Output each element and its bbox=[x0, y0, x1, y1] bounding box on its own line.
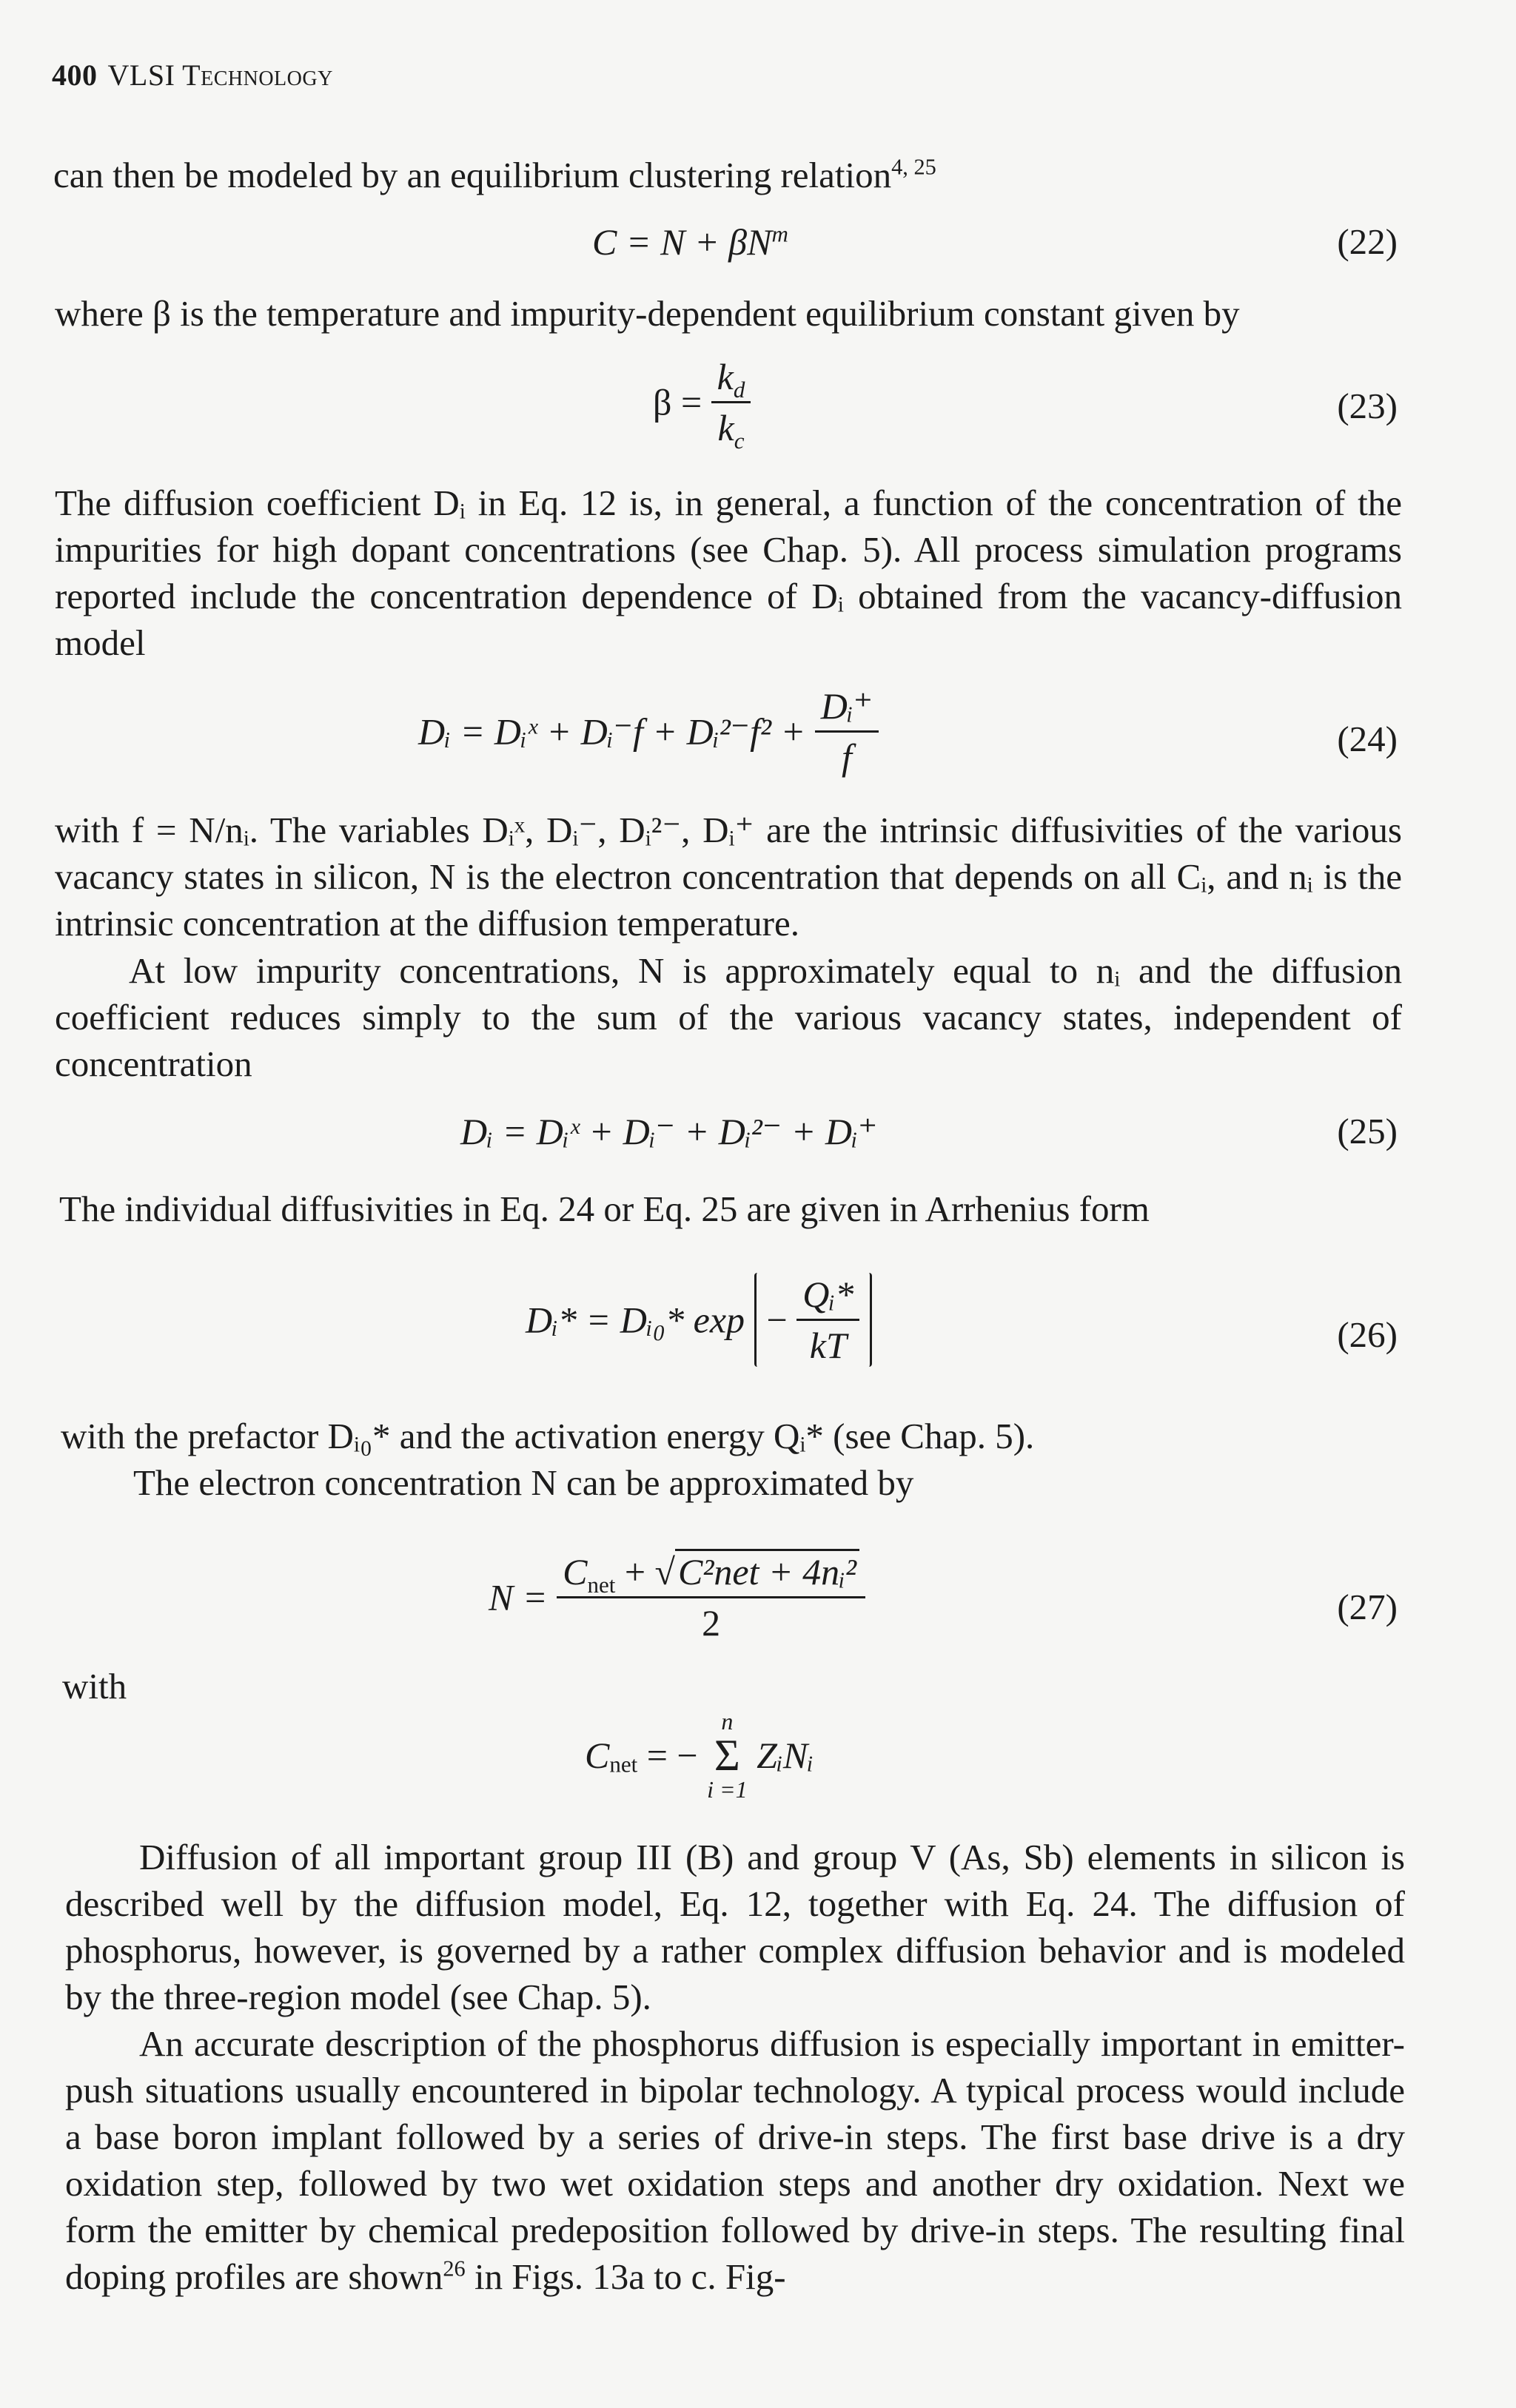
equation-number-25: (25) bbox=[1337, 1111, 1398, 1151]
paragraph-diffusion-coefficient: The diffusion coefficient Dᵢ in Eq. 12 is, in general, a function of the concentration of the impurities for high dopant concentrations (see Chap. 5). All process simulation programs reported include the concentration dependence of Dᵢ obtained from the vacancy-diffusion model bbox=[55, 482, 1402, 663]
paragraph-phosphorus: An accurate description of the phosphorus diffusion is especially important in emitter-push situations usually encountered in bipolar technology. A typical process would include a base boron implant followed by a series of drive-in steps. The first base drive is a dry oxidation step, followed by two wet oxidation steps and another dry oxidation. Next we form the emitter by chemical predeposition followed by drive-in steps. The resulting final doping profiles are shown$^{26}$ in Figs. 13a to c. Fig- bbox=[65, 2023, 1405, 2297]
equation-27: N = $\frac{C_{net} + √C^2net + 4nᵢ^2}{2}$ bbox=[489, 1550, 865, 1644]
beta-line: where β is the temperature and impurity-dependent equilibrium constant given by bbox=[55, 293, 1240, 334]
summation: n Σ i =1 bbox=[707, 1708, 748, 1803]
paragraph-with-f: with f = N/nᵢ. The variables Dᵢˣ, Dᵢ⁻, Dᵢ²⁻, Dᵢ⁺ are the intrinsic diffusivities of the various vacancy states in silicon, N is the electron concentration that depends on all Cᵢ, and nᵢ is the intrinsic concentration at the diffusion temperature. bbox=[55, 810, 1402, 944]
arrhenius-line: The individual diffusivities in Eq. 24 or Eq. 25 are given in Arrhenius form bbox=[59, 1188, 1150, 1229]
equation-cnet: $C_{net}$ = − n Σ i =1 ZᵢNᵢ bbox=[585, 1708, 814, 1803]
equation-number-26: (26) bbox=[1337, 1314, 1398, 1355]
intro-line: can then be modeled by an equilibrium clustering relation$^{4, 25}$ bbox=[53, 154, 936, 195]
fraction: $\frac{\text{Dᵢ⁺}}{f}$ bbox=[815, 685, 879, 778]
equation-number-24: (24) bbox=[1337, 719, 1398, 759]
equation-23: β = $\frac{k_d}{k_c}$ bbox=[653, 355, 751, 449]
prefactor-line: with the prefactor Dᵢ₀* and the activation energy Qᵢ* (see Chap. 5). bbox=[61, 1416, 1035, 1456]
equation-22: $C = N + \beta N^m$ bbox=[592, 221, 788, 263]
citation: 4, 25 bbox=[891, 154, 936, 180]
equation-number-27: (27) bbox=[1337, 1587, 1398, 1627]
page-number: 400 bbox=[52, 58, 98, 92]
equation-number-22: (22) bbox=[1337, 221, 1398, 262]
brackets: − $\frac{\text{Qᵢ*}}{kT}$ bbox=[754, 1273, 873, 1367]
equation-25: Dᵢ = Dᵢˣ + Dᵢ⁻ + Dᵢ²⁻ + Dᵢ⁺ bbox=[460, 1111, 878, 1152]
running-header bbox=[52, 58, 333, 93]
equation-24: Dᵢ = Dᵢˣ + Dᵢ⁻f + Dᵢ²⁻f² + $\frac{\text{Dᵢ⁺}}{f}$ bbox=[418, 685, 879, 778]
with-word: with bbox=[62, 1666, 127, 1706]
fraction: $\frac{k_d}{k_c}$ bbox=[711, 355, 751, 449]
paragraph-low-concentration: At low impurity concentrations, N is approximately equal to nᵢ and the diffusion coefficient reduces simply to the sum of the various vacancy states, independent of concentration bbox=[55, 950, 1402, 1084]
fraction: $\frac{\text{Qᵢ*}}{kT}$ bbox=[796, 1273, 859, 1367]
equation-26: Dᵢ* = Dᵢ₀* exp − $\frac{\text{Qᵢ*}}{kT}$ bbox=[526, 1273, 872, 1367]
electron-line: The electron concentration N can be approximated by bbox=[133, 1462, 914, 1503]
equation-number-23: (23) bbox=[1337, 386, 1398, 426]
running-title: VLSI Technology bbox=[107, 58, 333, 92]
citation: 26 bbox=[443, 2256, 466, 2281]
paragraph-group-elements: Diffusion of all important group III (B) and group V (As, Sb) elements in silicon is described well by the diffusion model, Eq. 12, together with Eq. 24. The diffusion of phosphorus, however, is governed by a rather complex diffusion behavior and is modeled by the three-region model (see Chap. 5). bbox=[65, 1837, 1405, 2017]
fraction: $\frac{C_{net} + √C^2net + 4nᵢ^2}{2}$ bbox=[557, 1550, 865, 1644]
